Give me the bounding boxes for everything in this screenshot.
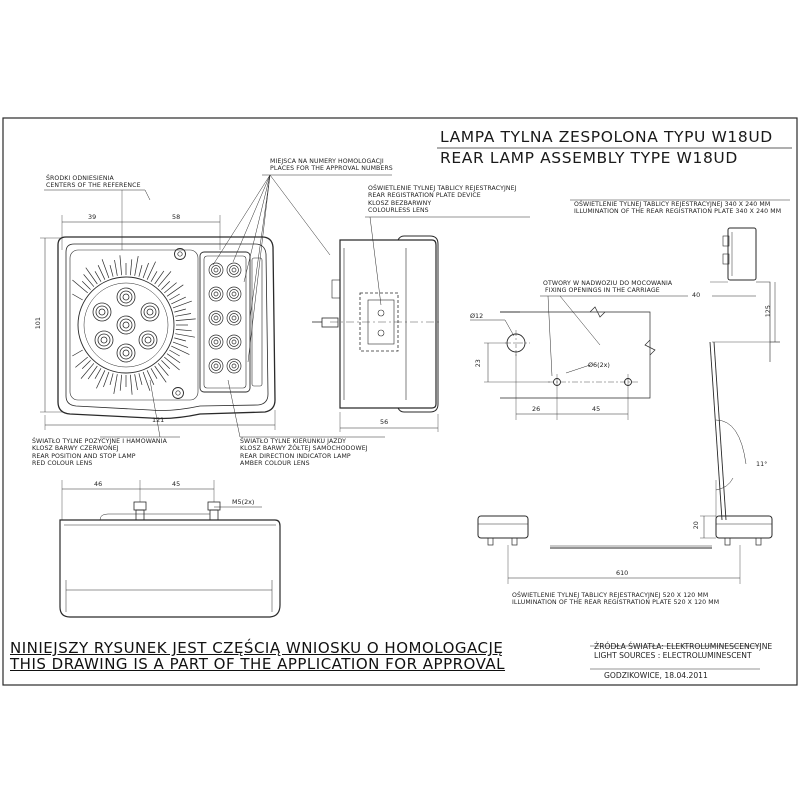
led-ring [98, 334, 110, 346]
callout-reg-plate-device [368, 185, 517, 215]
callout-line: OŚWIETLENIE TYLNEJ TABLICY REJESTRACYJNEJ 340 X 240 MM [574, 201, 771, 208]
lens-rib [103, 372, 109, 387]
lens-rib [72, 294, 82, 300]
amber-led-ring [214, 292, 218, 296]
lens-rib [175, 314, 191, 317]
lens-rib [98, 265, 105, 280]
amber-led-ring [232, 268, 236, 272]
callout-line: KLOSZ BEZBARWNY [368, 199, 432, 207]
led-ring [147, 309, 153, 315]
dim-11deg: 11° [756, 460, 768, 468]
callout-reg-plate-520 [512, 592, 719, 607]
lens-rib [86, 268, 98, 284]
dim-125: 125 [763, 305, 772, 318]
lens-rib [95, 368, 101, 378]
amber-led-ring [230, 338, 239, 347]
dim-101: 101 [33, 317, 42, 330]
amber-led-ring [209, 359, 223, 373]
callout-line: MIEJSCA NA NUMERY HOMOLOGACJI [270, 158, 384, 165]
callout-line: OTWORY W NADWOZIU DO MOCOWANIA [543, 280, 673, 287]
lens-rib [171, 297, 186, 304]
callout-line: AMBER COLOUR LENS [240, 460, 310, 468]
dim-45b: 45 [172, 480, 181, 488]
callout-line: OŚWIETLENIE TYLNEJ TABLICY REJESTRACYJNEJ 520 X 120 MM [512, 592, 709, 599]
lens-rib [82, 281, 90, 289]
lens-rib [81, 363, 94, 378]
lens-rib [110, 373, 113, 385]
callout-line: ŚRODKI ODNIESIENIA [46, 175, 114, 182]
amber-led-ring [227, 311, 241, 325]
led-ring [145, 337, 151, 343]
callout-position-stop [32, 438, 167, 468]
amber-led-ring [232, 316, 236, 320]
dim-23: 23 [473, 359, 482, 368]
amber-led-ring [227, 287, 241, 301]
mounted-view [710, 228, 780, 520]
lens-rib [176, 319, 196, 321]
lens-rib [169, 350, 179, 356]
light-sources-en: LIGHT SOURCES : ELECTROLUMINESCENT [594, 651, 752, 660]
lens-rib [155, 366, 167, 382]
lens-rib [115, 260, 118, 276]
lens-rib [174, 338, 186, 341]
callout-line: KLOSZ BARWY ŻÓŁTEJ SAMOCHODOWEJ [240, 445, 368, 453]
lens-rib [130, 375, 132, 395]
title-pl: LAMPA TYLNA ZESPOLONA TYPU W18UD [440, 128, 773, 146]
lens-rib [139, 265, 142, 277]
amber-led-ring [230, 290, 239, 299]
dim-40: 40 [692, 291, 701, 299]
lens-rib [139, 373, 142, 385]
dim-121: 121 [152, 416, 165, 424]
dim-56: 56 [380, 418, 389, 426]
lens-rib [84, 274, 94, 286]
lens-rib [164, 283, 176, 293]
led-ring [123, 294, 129, 300]
amber-led-ring [214, 340, 218, 344]
dim-39: 39 [88, 213, 97, 221]
led-ring [120, 347, 132, 359]
lens-rib [158, 271, 171, 286]
amber-led-ring [232, 292, 236, 296]
amber-led-ring [209, 287, 223, 301]
dim-d6: Ø6(2x) [588, 361, 610, 369]
lens-rib [167, 285, 183, 297]
amber-led-ring [212, 314, 221, 323]
led-ring [144, 306, 156, 318]
lens-rib [120, 375, 121, 391]
lens-rib [176, 329, 192, 330]
lens-rib [143, 263, 149, 278]
amber-led-ring [212, 362, 221, 371]
lens-rib [130, 259, 131, 275]
lens-rib [164, 357, 179, 370]
lens-rib [161, 360, 169, 368]
callout-approval-places [270, 158, 393, 173]
lens-rib [75, 357, 87, 367]
callout-line: REAR REGISTRATION PLATE DEVICE [368, 192, 481, 200]
led-ring [96, 306, 108, 318]
dim-20: 20 [691, 521, 700, 530]
callout-fixing-openings [543, 280, 672, 295]
amber-led-ring [212, 338, 221, 347]
lens-rib [151, 271, 157, 281]
lens-rib [72, 280, 87, 293]
lens-rib [151, 368, 157, 378]
callout-line: OŚWIETLENIE TYLNEJ TABLICY REJESTRACYJNEJ [368, 185, 517, 192]
callout-line: ŚWIATŁO TYLNE POZYCYJNE I HAMOWANIA [32, 438, 167, 445]
amber-led-ring [232, 364, 236, 368]
callout-line: ŚWIATŁO TYLNE KIERUNKU JAZDY [240, 438, 347, 445]
dim-58: 58 [172, 213, 181, 221]
red-lens-ribs [72, 255, 195, 394]
amber-led-ring [212, 290, 221, 299]
lens-rib [158, 363, 168, 375]
lens-rib [110, 265, 113, 277]
amber-led-ring [230, 314, 239, 323]
dim-610: 610 [616, 569, 629, 577]
callout-line: RED COLOUR LENS [32, 460, 93, 468]
lens-rib [114, 374, 118, 394]
lens-rib [174, 309, 186, 312]
callout-line: REAR POSITION AND STOP LAMP [32, 452, 136, 460]
lens-rib [175, 334, 195, 338]
callout-direction [240, 438, 368, 468]
place-date: GODZIKOWICE, 18.04.2011 [604, 671, 708, 680]
lens-rib [95, 271, 101, 281]
amber-led-ring [214, 364, 218, 368]
fixing-openings-view [470, 296, 688, 420]
dim-d12: Ø12 [470, 312, 484, 320]
led-ring [120, 319, 132, 331]
callout-line: ILLUMINATION OF THE REAR REGISTRATION PLATE 340 X 240 MM [574, 208, 782, 216]
callout-line: COLOURLESS LENS [368, 207, 429, 215]
led-ring [101, 337, 107, 343]
lens-rib [135, 256, 139, 276]
led-ring [123, 322, 129, 328]
callout-centers-ref [46, 175, 141, 190]
amber-led-ring [212, 266, 221, 275]
amber-led-ring [209, 335, 223, 349]
amber-led-ring [214, 268, 218, 272]
lens-rib [120, 255, 122, 275]
amber-led-ring [227, 359, 241, 373]
led-ring [123, 350, 129, 356]
amber-led-ring [232, 340, 236, 344]
title-en: REAR LAMP ASSEMBLY TYPE W18UD [440, 149, 738, 167]
dim-46: 46 [94, 480, 103, 488]
amber-led-ring [214, 316, 218, 320]
light-sources [594, 642, 772, 660]
callout-line: CENTERS OF THE REFERENCE [46, 182, 141, 190]
lens-rib [173, 342, 188, 348]
dim-26: 26 [532, 405, 541, 413]
lens-rib [135, 374, 138, 390]
led-ring [99, 309, 105, 315]
approval-statement [10, 640, 505, 672]
approval-statement-pl: NINIEJSZY RYSUNEK JEST CZĘŚCIĄ WNIOSKU O HOMOLOGACJĘ [10, 639, 504, 657]
led-ring [142, 334, 154, 346]
lens-rib [161, 281, 169, 289]
lens-rib [72, 350, 82, 356]
amber-led-ring [209, 311, 223, 325]
amber-led-ring [209, 263, 223, 277]
callout-reg-plate-340 [574, 201, 781, 216]
light-sources-pl: ŹRÓDŁA ŚWIATŁA: ELEKTROLUMINESCENCYJNE [594, 642, 773, 651]
dim-45: 45 [592, 405, 601, 413]
side-view [312, 217, 530, 432]
callout-line: REAR DIRECTION INDICATOR LAMP [240, 452, 351, 460]
callout-line: PLACES FOR THE APPROVAL NUMBERS [270, 165, 393, 173]
callout-line: FIXING OPENINGS IN THE CARRIAGE [545, 287, 660, 295]
callout-line: KLOSZ BARWY CZERWONEJ [32, 445, 119, 453]
lens-rib [82, 360, 90, 368]
amber-led-ring [227, 335, 241, 349]
approval-statement-en: THIS DRAWING IS A PART OF THE APPLICATION FOR APPROVAL [10, 655, 506, 673]
led-ring [120, 291, 132, 303]
lens-rib [169, 294, 179, 300]
amber-led-ring [227, 263, 241, 277]
amber-led-ring [230, 266, 239, 275]
amber-led-ring [230, 362, 239, 371]
dim-m5: M5(2x) [232, 498, 255, 506]
callout-line: ILLUMINATION OF THE REAR REGISTRATION PLATE 520 X 120 MM [512, 599, 720, 607]
